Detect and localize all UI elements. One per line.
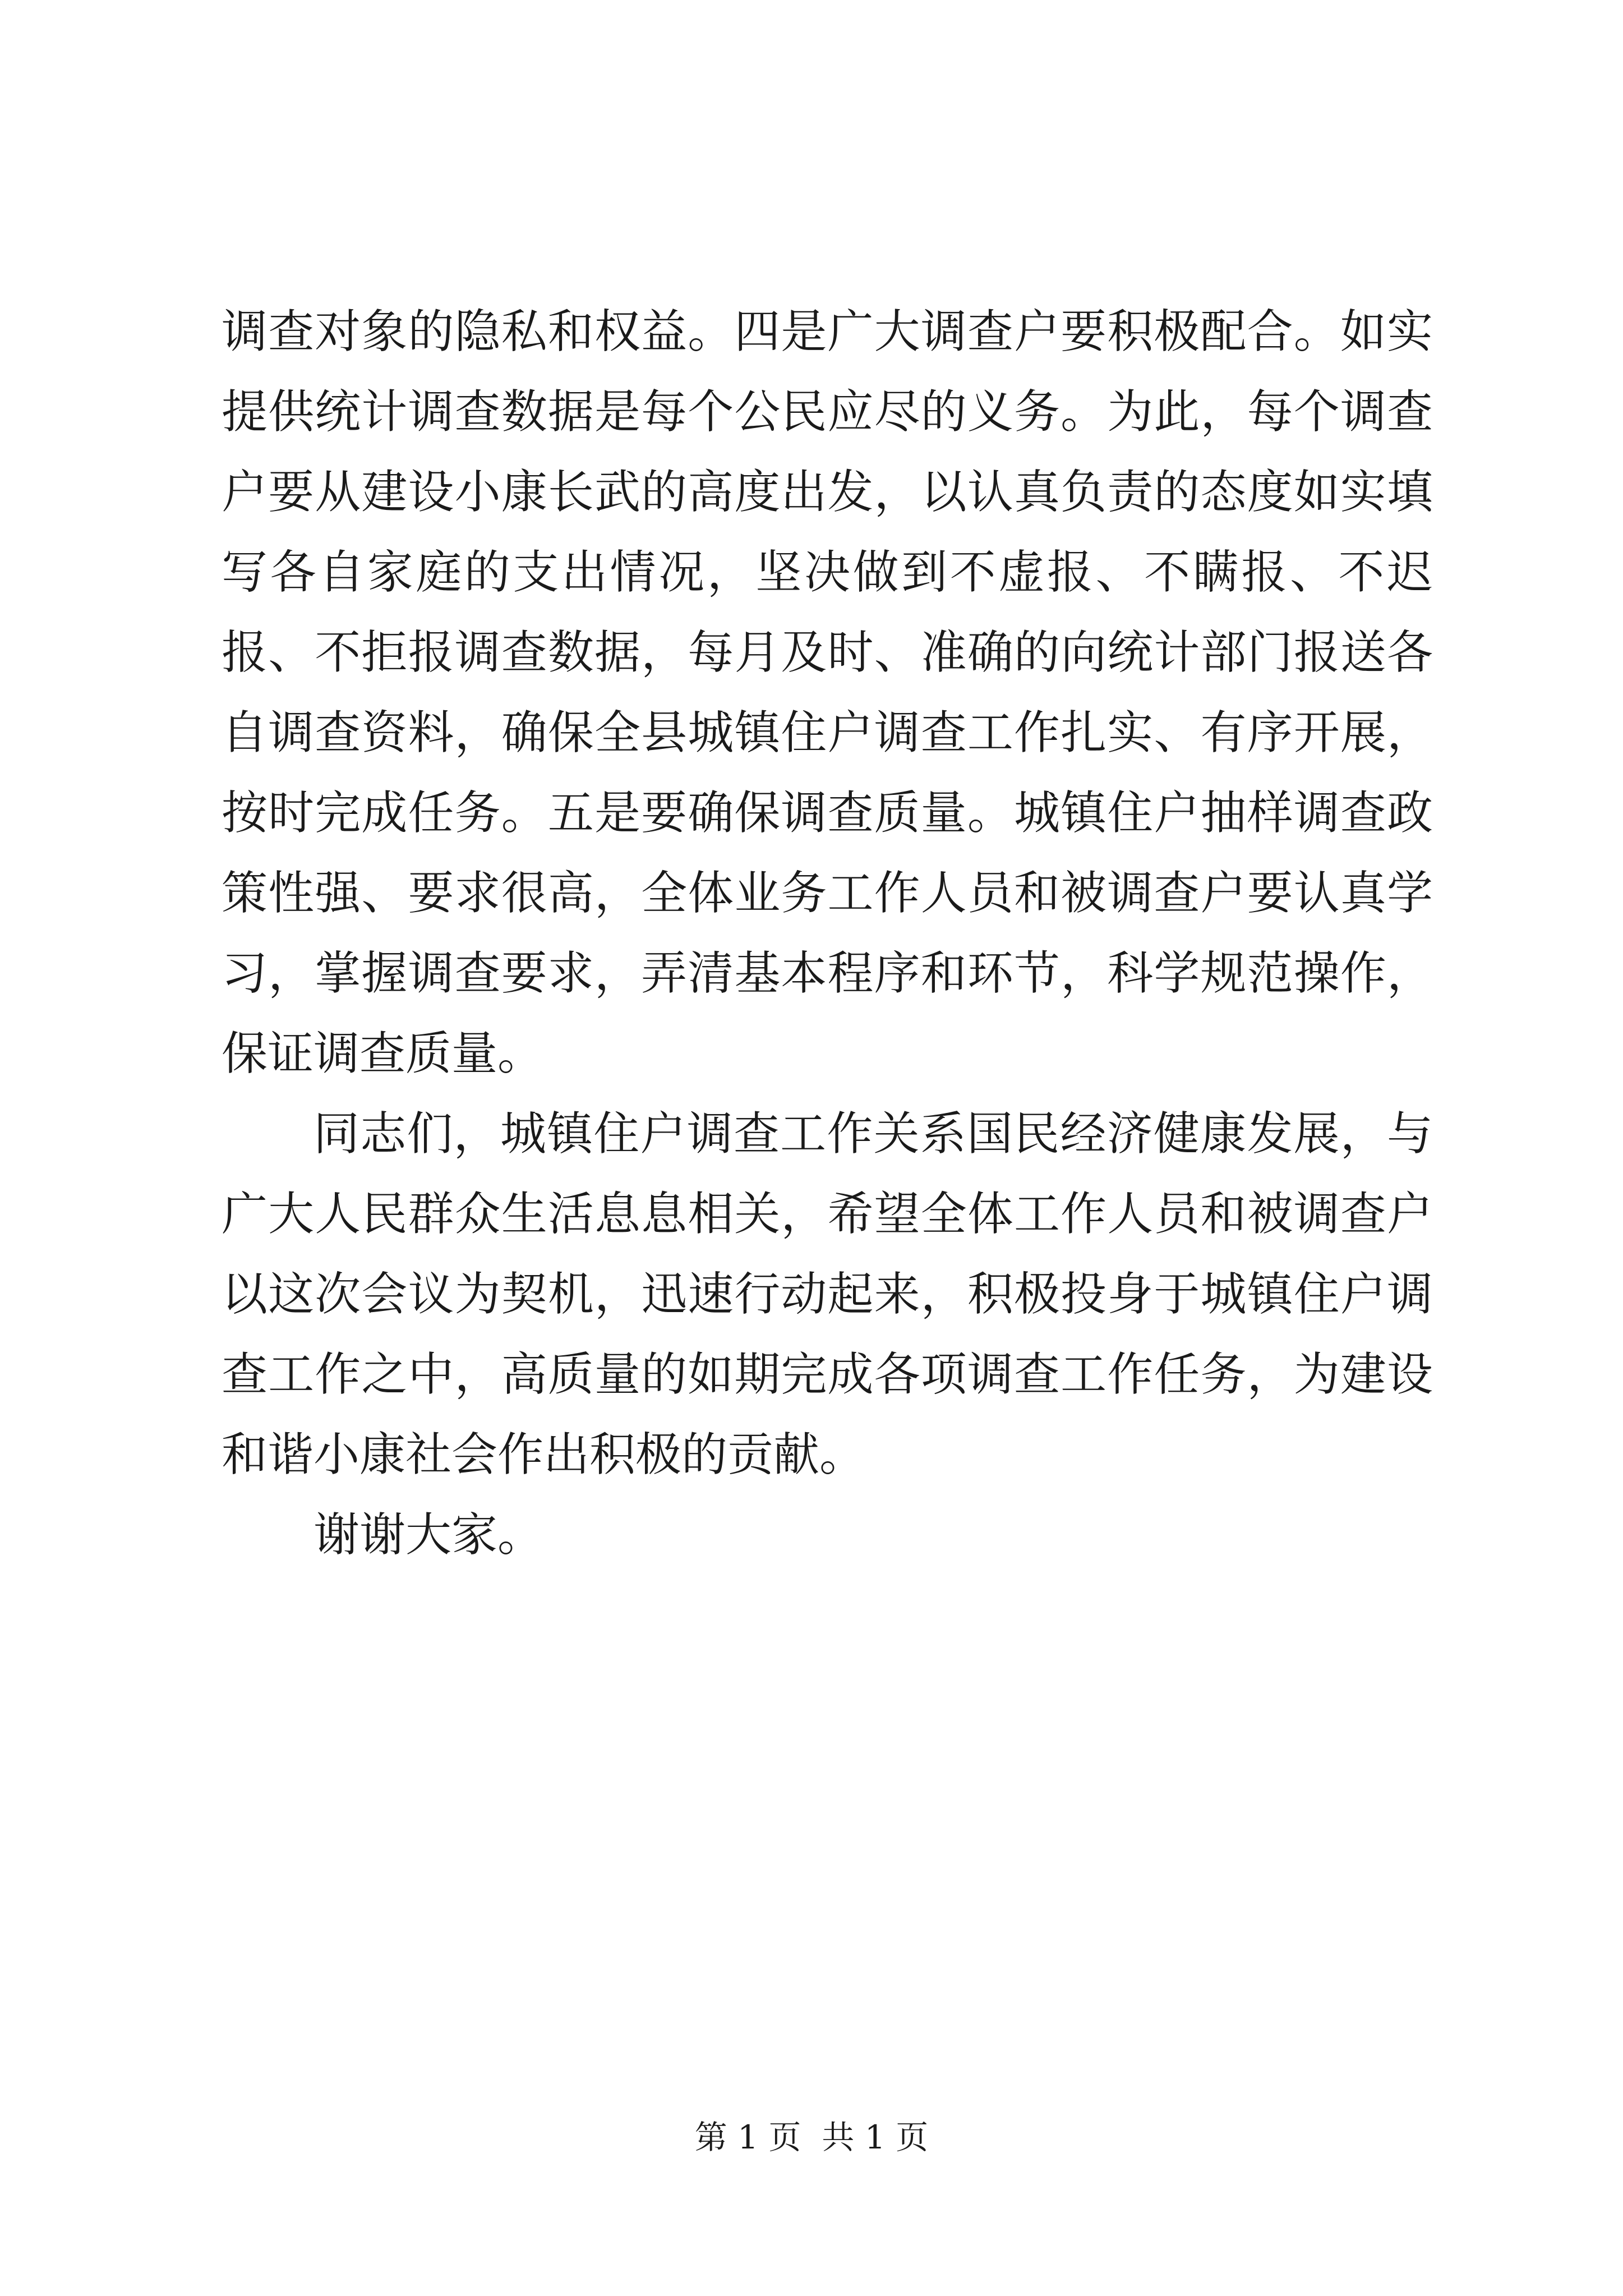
page-footer	[0, 2118, 1623, 2157]
paragraph-continued: 调查对象的隐私和权益。四是广大调查户要积极配合。如实提供统计调查数据是每个公民应尽的义务。为此，每个调查户要从建设小康长武的高度出发，以认真负责的态度如实填写各自家庭的支出情况，坚决做到不虚报、不瞒报、不迟报、不拒报调查数据，每月及时、准确的向统计部门报送各自调查资料，确保全县城镇住户调查工作扎实、有序开展，按时完成任务。五是要确保调查质量。城镇住户抽样调查政策性强、要求很高，全体业务工作人员和被调查户要认真学习，掌握调查要求，弄清基本程序和环节，科学规范操作，保证调查质量。	[222, 305, 1433, 1080]
paragraph-closing-remarks: 同志们，城镇住户调查工作关系国民经济健康发展，与广大人民群众生活息息相关，希望全体工作人员和被调查户以这次会议为契机，迅速行动起来，积极投身于城镇住户调查工作之中，高质量的如期完成各项调查工作任务，为建设和谐小康社会作出积极的贡献。	[222, 1107, 1433, 1481]
paragraph-thanks: 谢谢大家。	[313, 1508, 544, 1562]
page-number-label: 第 1 页 共 1 页	[694, 2118, 929, 2156]
document-body	[222, 292, 1433, 1575]
